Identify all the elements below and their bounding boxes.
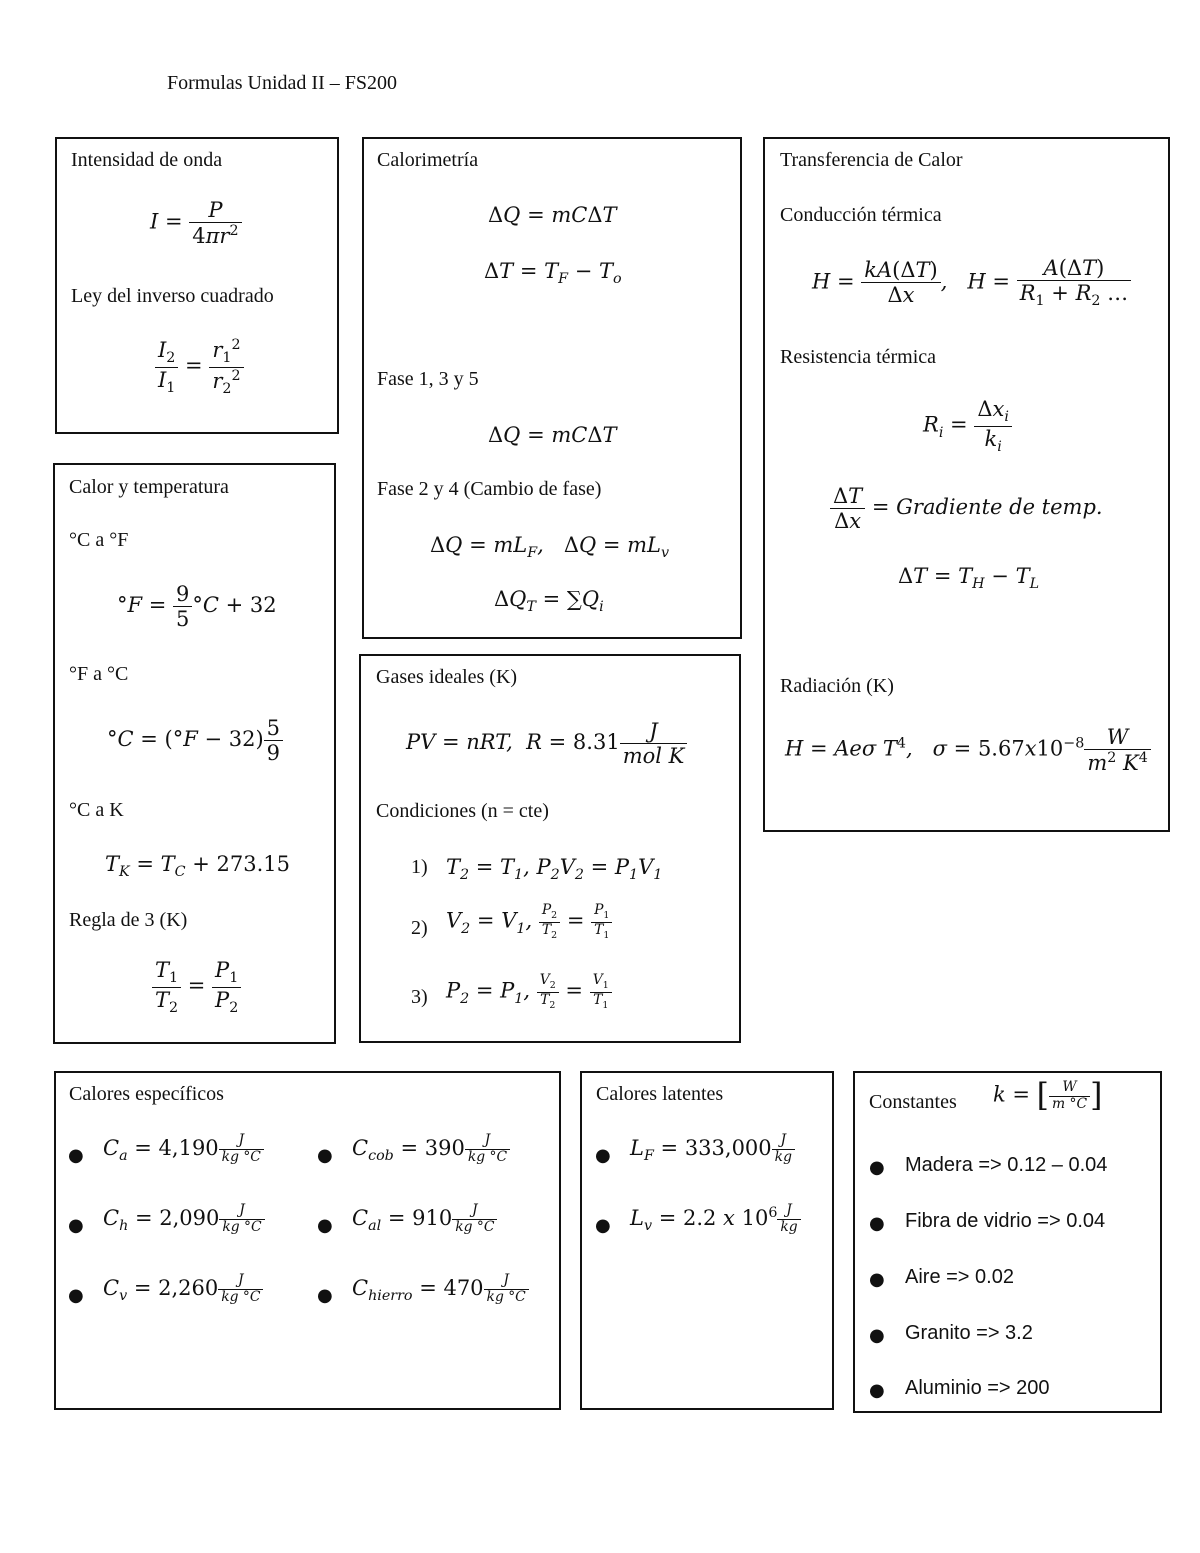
f-to-c-label: °F a °C <box>69 663 129 685</box>
formula-f-to-c: °C = (°F − 32) $\frac{5}{9}$ <box>107 716 283 765</box>
box-constantes <box>853 1071 1162 1413</box>
bullet-icon: ● <box>869 1157 885 1178</box>
bullet-icon: ● <box>68 1285 84 1306</box>
formula-total-heat: $\Delta Q_T = \sum Q_i$ <box>494 587 604 616</box>
resistencia-label: Resistencia térmica <box>780 346 937 368</box>
constant-item: Aire => 0.02 <box>905 1266 1014 1288</box>
formula-heat-phase: ΔQ = mCΔT <box>488 423 617 447</box>
bullet-icon: ● <box>595 1145 611 1166</box>
gases-header: Gases ideales (K) <box>376 666 518 688</box>
fase-135-label: Fase 1, 3 y 5 <box>377 368 479 390</box>
intensidad-header: Intensidad de onda <box>71 149 223 171</box>
formula-l-vapor: $L_v = 2.2$ x $10^6$ $\frac{J}{kg}$ <box>630 1203 801 1236</box>
formula-intensidad: I = $\frac{P}{4\pi r^2}$ <box>150 198 242 248</box>
formula-gradient: $\frac{\Delta T}{\Delta x}$ = Gradiente de temp. <box>830 484 1103 533</box>
formula-c-vapor: $C_v = 2,260$ $\frac{J}{kg ^\circ C}$ <box>103 1273 263 1306</box>
bullet-icon: ● <box>869 1213 885 1234</box>
constant-item: Granito => 3.2 <box>905 1322 1033 1344</box>
formula-delta-t: $\Delta T = T_F - T_o$ <box>484 259 622 288</box>
gas-item-1-number: 1) <box>411 856 428 878</box>
bullet-icon: ● <box>68 1145 84 1166</box>
constant-item: Aluminio => 200 <box>905 1377 1050 1399</box>
formula-gas-2: $V_2 = V_1$, $\frac{P_2}{T_2}$ = $\frac{P_1}{T_1}$ <box>446 903 612 941</box>
bullet-icon: ● <box>68 1215 84 1236</box>
constant-item: Madera => 0.12 – 0.04 <box>905 1154 1108 1176</box>
formula-k-units: k = [ $\frac{W}{m ^\circ C}$ ] <box>993 1078 1103 1114</box>
formula-delta-t-hl: $\Delta T = T_H - T_L$ <box>898 564 1040 593</box>
c-to-k-label: °C a K <box>69 799 124 821</box>
bullet-icon: ● <box>317 1145 333 1166</box>
formula-c-aluminio: $C_{al} = 910$ $\frac{J}{kg ^\circ C}$ <box>352 1203 497 1236</box>
bullet-icon: ● <box>869 1269 885 1290</box>
intensidad-law-label: Ley del inverso cuadrado <box>71 285 274 307</box>
formula-c-agua: $C_a = 4,190$ $\frac{J}{kg ^\circ C}$ <box>103 1133 264 1166</box>
formula-c-to-k: $T_K = T_C + 273.15$ <box>105 852 291 881</box>
calorimetria-header: Calorimetría <box>377 149 479 171</box>
formula-heat: ΔQ = mCΔT <box>488 203 617 227</box>
formula-gas-3: $P_2 = P_1$, $\frac{V_2}{T_2}$ = $\frac{V_1}{T_1}$ <box>446 973 612 1011</box>
box-calores-especificos <box>54 1071 561 1410</box>
condiciones-label: Condiciones (n = cte) <box>376 800 549 822</box>
fase-24-label: Fase 2 y 4 (Cambio de fase) <box>377 478 602 500</box>
bullet-icon: ● <box>317 1285 333 1306</box>
formula-c-cobre: $C_{cob} = 390$ $\frac{J}{kg ^\circ C}$ <box>352 1133 510 1166</box>
formula-conduction: H = $\frac{kA(\Delta T)}{\Delta x}$ , H = $\frac{A(\Delta T)}{R_1 + R_2 \dots}$ <box>812 256 1131 310</box>
formula-c-to-f: °F = $\frac{9}{5}$ °C + 32 <box>117 582 277 632</box>
formula-inverse-square: $\frac{I_2}{I_1}$ = $\frac{r_1^2}{r_2^2}$ <box>155 337 244 397</box>
radiacion-label: Radiación (K) <box>780 675 894 697</box>
box-calores-latentes <box>580 1071 834 1410</box>
bullet-icon: ● <box>595 1215 611 1236</box>
page-title: Formulas Unidad II – FS200 <box>167 72 397 94</box>
bullet-icon: ● <box>317 1215 333 1236</box>
formula-c-hielo: $C_h = 2,090$ $\frac{J}{kg ^\circ C}$ <box>103 1203 265 1236</box>
bullet-icon: ● <box>869 1325 885 1346</box>
formula-radiation: H = Aeσ $T^4$, $\sigma = 5.67x10^{-8}$ $\frac{W}{m^2 K^4}$ <box>785 725 1151 775</box>
constantes-header: Constantes <box>869 1091 957 1113</box>
constant-item: Fibra de vidrio => 0.04 <box>905 1210 1106 1232</box>
regla-label: Regla de 3 (K) <box>69 909 188 931</box>
formula-ideal-gas: PV = nRT, R = 8.31 $\frac{J}{\text{mol K}}$ <box>406 719 687 768</box>
formula-regla-3: $\frac{T_1}{T_2}$ = $\frac{P_1}{P_2}$ <box>152 958 241 1016</box>
formula-c-hierro: $C_{hierro} = 470$ $\frac{J}{kg ^\circ C}$ <box>352 1273 529 1306</box>
formula-gas-1: $T_2 = T_1$, $P_2V_2 = P_1V_1$ <box>446 855 663 884</box>
bullet-icon: ● <box>869 1380 885 1401</box>
gas-item-3-number: 3) <box>411 986 428 1008</box>
especificos-header: Calores específicos <box>69 1083 224 1105</box>
formula-resistance: $R_i$ = $\frac{\Delta x_i}{k_i}$ <box>923 397 1012 455</box>
formula-latent: $\Delta Q = mL_F$, $\Delta Q = mL_v$ <box>430 533 670 562</box>
gas-item-2-number: 2) <box>411 917 428 939</box>
transferencia-header: Transferencia de Calor <box>780 149 963 171</box>
formula-l-fusion: $L_F = 333,000$ $\frac{J}{kg}$ <box>630 1133 795 1166</box>
latentes-header: Calores latentes <box>596 1083 724 1105</box>
conduccion-label: Conducción térmica <box>780 204 942 226</box>
calor-temp-header: Calor y temperatura <box>69 476 229 498</box>
c-to-f-label: °C a °F <box>69 529 129 551</box>
